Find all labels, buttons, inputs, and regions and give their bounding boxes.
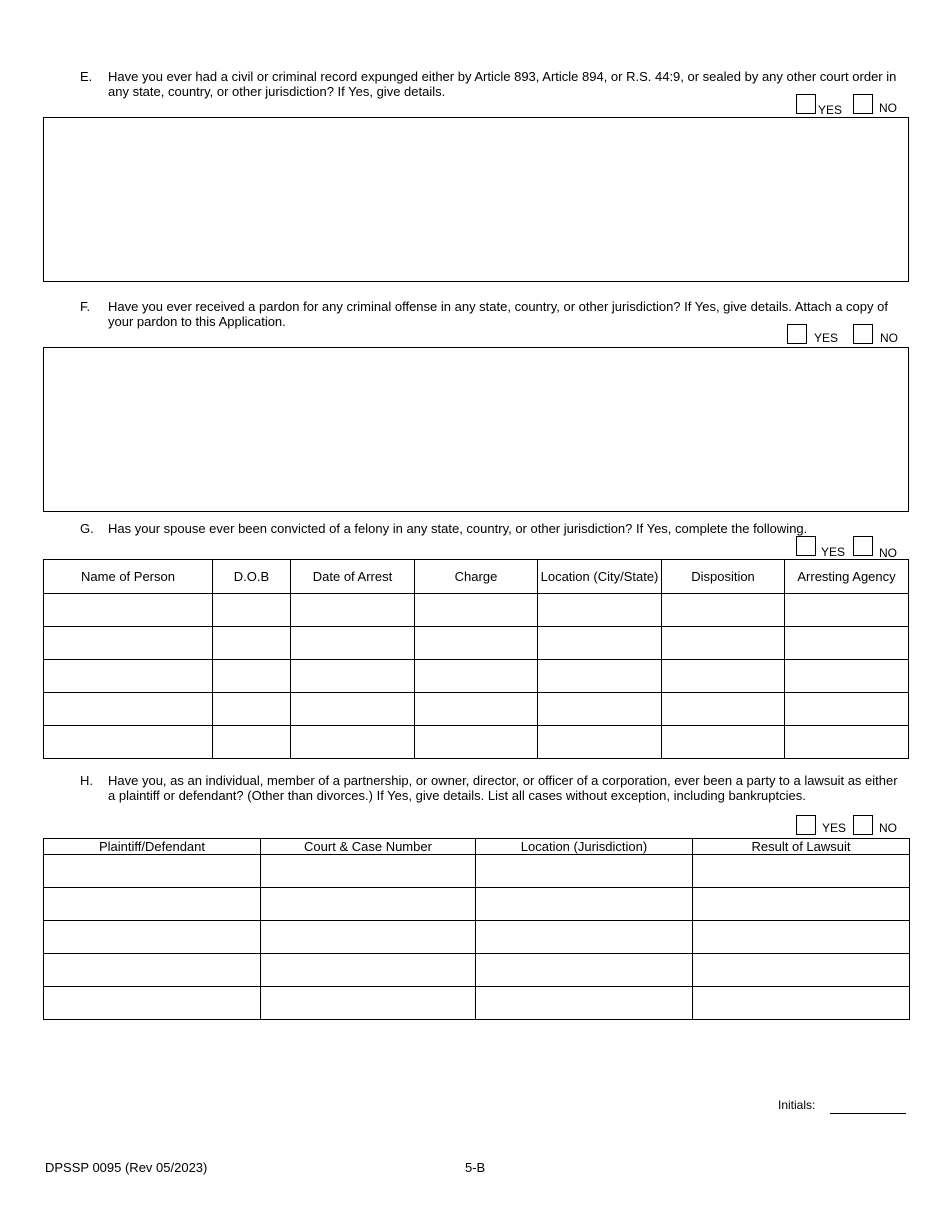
question-e-no-checkbox[interactable] — [853, 94, 873, 114]
table-cell[interactable] — [291, 693, 415, 726]
column-header: Plaintiff/Defendant — [44, 839, 261, 855]
table-cell[interactable] — [415, 726, 538, 759]
table-cell[interactable] — [44, 627, 213, 660]
table-row — [44, 954, 910, 987]
question-e-letter: E. — [80, 69, 93, 84]
table-cell[interactable] — [291, 660, 415, 693]
table-cell[interactable] — [44, 954, 261, 987]
table-cell[interactable] — [662, 627, 785, 660]
table-cell[interactable] — [213, 594, 291, 627]
table-cell[interactable] — [476, 855, 693, 888]
question-h-letter: H. — [80, 773, 93, 788]
table-cell[interactable] — [538, 660, 662, 693]
table-cell[interactable] — [415, 660, 538, 693]
table-cell[interactable] — [785, 627, 909, 660]
question-f-text: Have you ever received a pardon for any criminal offense in any state, country, or other jurisdiction? If Yes, give details. Attach a copy of your pardon to this Application. — [108, 299, 888, 329]
column-header: Location (City/State) — [538, 560, 662, 594]
question-e-text: Have you ever had a civil or criminal record expunged either by Article 893, Article 894, or R.S. 44:9, or sealed by any other court order in any state, country, or other jurisdiction? If Yes, give details. — [108, 69, 897, 99]
table-cell[interactable] — [44, 888, 261, 921]
table-cell[interactable] — [44, 726, 213, 759]
table-row — [44, 627, 909, 660]
table-cell[interactable] — [261, 888, 476, 921]
table-cell[interactable] — [785, 594, 909, 627]
question-f — [80, 299, 900, 329]
table-row — [44, 726, 909, 759]
table-cell[interactable] — [693, 921, 910, 954]
lawsuit-header-row — [44, 839, 910, 855]
page-number: 5-B — [465, 1160, 486, 1175]
column-header: D.O.B — [213, 560, 291, 594]
column-header: Result of Lawsuit — [693, 839, 910, 855]
table-row — [44, 660, 909, 693]
column-header: Date of Arrest — [291, 560, 415, 594]
table-cell[interactable] — [213, 660, 291, 693]
question-h-no-checkbox[interactable] — [853, 815, 873, 835]
question-e-no-label: NO — [879, 101, 897, 115]
question-e-yes-checkbox[interactable] — [796, 94, 816, 114]
table-cell[interactable] — [415, 594, 538, 627]
question-f-yes-label: YES — [814, 331, 839, 345]
question-f-no-label: NO — [880, 331, 898, 345]
table-cell[interactable] — [476, 987, 693, 1020]
table-cell[interactable] — [476, 954, 693, 987]
table-row — [44, 921, 910, 954]
table-row — [44, 888, 910, 921]
table-row — [44, 855, 910, 888]
question-h-no-label: NO — [879, 821, 897, 835]
table-row — [44, 594, 909, 627]
column-header: Location (Jurisdiction) — [476, 839, 693, 855]
column-header: Disposition — [662, 560, 785, 594]
table-cell[interactable] — [291, 594, 415, 627]
table-row — [44, 987, 910, 1020]
question-g-yes-label: YES — [821, 545, 846, 559]
form-id: DPSSP 0095 (Rev 05/2023) — [45, 1160, 208, 1175]
table-cell[interactable] — [213, 627, 291, 660]
table-cell[interactable] — [662, 726, 785, 759]
question-f-yes-checkbox[interactable] — [787, 324, 807, 344]
question-g-yes-checkbox[interactable] — [796, 536, 816, 556]
table-cell[interactable] — [44, 855, 261, 888]
table-row — [44, 693, 909, 726]
column-header: Name of Person — [44, 560, 213, 594]
table-cell[interactable] — [476, 921, 693, 954]
question-g-no-label: NO — [879, 546, 897, 560]
question-f-letter: F. — [80, 299, 91, 314]
question-h-yes-checkbox[interactable] — [796, 815, 816, 835]
table-cell[interactable] — [415, 693, 538, 726]
table-cell[interactable] — [785, 660, 909, 693]
table-cell[interactable] — [693, 888, 910, 921]
table-cell[interactable] — [538, 693, 662, 726]
question-g-text: Has your spouse ever been convicted of a felony in any state, country, or other jurisdiction? If Yes, complete the following. — [108, 521, 808, 536]
question-g — [80, 521, 900, 536]
question-h-text: Have you, as an individual, member of a partnership, or owner, director, or officer of a corporation, ever been a party to a lawsuit as either a plaintiff or defendant? (Other than divorces.) If Yes, give details. List all cases without exception, including bankruptcies. — [108, 773, 898, 803]
table-cell[interactable] — [538, 594, 662, 627]
table-cell[interactable] — [785, 726, 909, 759]
table-cell[interactable] — [662, 660, 785, 693]
table-cell[interactable] — [476, 888, 693, 921]
table-cell[interactable] — [291, 627, 415, 660]
lawsuit-table — [43, 838, 910, 1020]
question-h — [80, 773, 900, 803]
table-cell[interactable] — [261, 954, 476, 987]
table-cell[interactable] — [291, 726, 415, 759]
table-cell[interactable] — [44, 693, 213, 726]
table-cell[interactable] — [213, 693, 291, 726]
table-cell[interactable] — [44, 594, 213, 627]
column-header: Charge — [415, 560, 538, 594]
column-header: Court & Case Number — [261, 839, 476, 855]
table-cell[interactable] — [662, 693, 785, 726]
table-cell[interactable] — [213, 726, 291, 759]
table-cell[interactable] — [261, 987, 476, 1020]
question-e-yes-label: YES — [818, 103, 843, 117]
table-cell[interactable] — [693, 987, 910, 1020]
question-f-no-checkbox[interactable] — [853, 324, 873, 344]
table-cell[interactable] — [785, 693, 909, 726]
initials-label: Initials: — [778, 1098, 816, 1112]
table-cell[interactable] — [44, 921, 261, 954]
initials-field[interactable] — [830, 1113, 906, 1114]
question-g-no-checkbox[interactable] — [853, 536, 873, 556]
table-cell[interactable] — [662, 594, 785, 627]
table-cell[interactable] — [693, 954, 910, 987]
question-f-details-box[interactable] — [43, 347, 909, 512]
table-cell[interactable] — [44, 660, 213, 693]
table-cell[interactable] — [693, 855, 910, 888]
question-h-yes-label: YES — [822, 821, 847, 835]
table-cell[interactable] — [261, 921, 476, 954]
spouse-felony-table — [43, 559, 909, 759]
table-cell[interactable] — [415, 627, 538, 660]
spouse-felony-header-row — [44, 560, 909, 594]
question-e-details-box[interactable] — [43, 117, 909, 282]
table-cell[interactable] — [44, 987, 261, 1020]
column-header: Arresting Agency — [785, 560, 909, 594]
table-cell[interactable] — [538, 726, 662, 759]
question-g-letter: G. — [80, 521, 94, 536]
table-cell[interactable] — [538, 627, 662, 660]
table-cell[interactable] — [261, 855, 476, 888]
question-e — [80, 69, 900, 99]
